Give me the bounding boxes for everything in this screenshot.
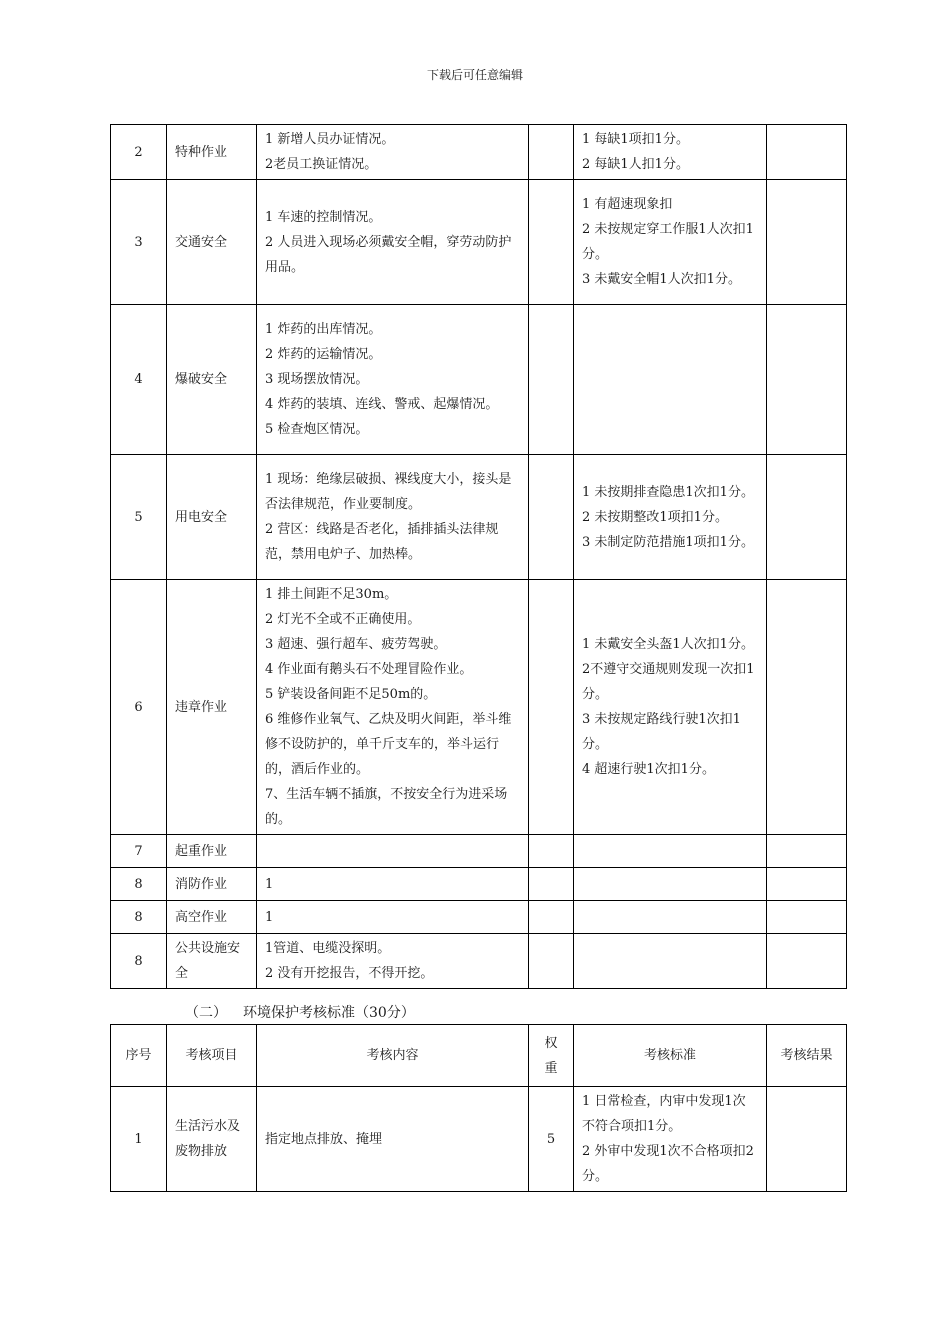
assessment-content — [257, 901, 529, 934]
assessment-standard — [574, 180, 767, 305]
assessment-content — [257, 934, 529, 989]
table-row — [111, 868, 847, 901]
assessment-content-line: 4 作业面有鹅头石不处理冒险作业。 — [265, 662, 473, 677]
assessment-content — [257, 868, 529, 901]
assessment-content-line: 5 铲装设备间距不足50m的。 — [265, 687, 437, 702]
assessment-standard — [574, 1087, 767, 1192]
assessment-item: 爆破安全 — [167, 305, 257, 455]
assessment-content — [257, 835, 529, 868]
assessment-standard — [574, 934, 767, 989]
table-row — [111, 1087, 847, 1192]
assessment-content-line: 3 超速、强行超车、疲劳驾驶。 — [265, 637, 447, 652]
assessment-result — [767, 934, 847, 989]
assessment-standard-line: 2不遵守交通规则发现一次扣1分。 — [582, 662, 755, 702]
assessment-content-line: 2老员工换证情况。 — [265, 157, 378, 172]
weight-value — [529, 835, 574, 868]
assessment-content-line: 2 炸药的运输情况。 — [265, 347, 382, 362]
row-number: 3 — [111, 180, 167, 305]
assessment-result — [767, 125, 847, 180]
assessment-content-line: 3 现场摆放情况。 — [265, 372, 369, 387]
assessment-content — [257, 455, 529, 580]
weight-value — [529, 934, 574, 989]
assessment-content-line: 2 灯光不全或不正确使用。 — [265, 612, 421, 627]
section-title — [185, 1002, 415, 1022]
assessment-content-line: 1 新增人员办证情况。 — [265, 132, 395, 147]
weight-value — [529, 125, 574, 180]
assessment-standard — [574, 868, 767, 901]
assessment-content-line: 2 没有开挖报告，不得开挖。 — [265, 966, 434, 981]
header-standard: 考核标准 — [574, 1025, 767, 1087]
assessment-content — [257, 305, 529, 455]
assessment-standard-line: 1 日常检查，内审中发现1次不符合项扣1分。 — [582, 1094, 746, 1134]
weight-value — [529, 901, 574, 934]
assessment-item: 生活污水及废物排放 — [167, 1087, 257, 1192]
assessment-standard-line: 3 未按规定路线行驶1次扣1分。 — [582, 712, 741, 752]
assessment-standard — [574, 901, 767, 934]
weight-value — [529, 580, 574, 835]
assessment-content-line: 1 排土间距不足30m。 — [265, 587, 398, 602]
assessment-item: 交通安全 — [167, 180, 257, 305]
assessment-result — [767, 835, 847, 868]
assessment-content-line: 5 检查炮区情况。 — [265, 422, 369, 437]
assessment-item: 高空作业 — [167, 901, 257, 934]
section-number: （二） — [185, 1005, 227, 1021]
assessment-content-line: 6 维修作业氧气、乙炔及明火间距，举斗维修不设防护的，单千斤支车的，举斗运行的，酒后作业的。 — [265, 712, 512, 777]
table-header-row — [111, 1025, 847, 1087]
table-row — [111, 180, 847, 305]
assessment-content-line: 2 营区：线路是否老化，插排插头法律规范，禁用电炉子、加热棒。 — [265, 522, 499, 562]
weight-value — [529, 305, 574, 455]
row-number: 2 — [111, 125, 167, 180]
assessment-content-line: 1管道、电缆没探明。 — [265, 941, 391, 956]
assessment-content-line: 1 车速的控制情况。 — [265, 209, 382, 225]
assessment-standard — [574, 455, 767, 580]
row-number: 8 — [111, 934, 167, 989]
header-content: 考核内容 — [257, 1025, 529, 1087]
assessment-content — [257, 125, 529, 180]
row-number: 5 — [111, 455, 167, 580]
assessment-standard-line: 3 未戴安全帽1人次扣1分。 — [582, 272, 741, 287]
assessment-standard — [574, 835, 767, 868]
row-number: 4 — [111, 305, 167, 455]
assessment-item: 违章作业 — [167, 580, 257, 835]
assessment-standard-line: 1 每缺1项扣1分。 — [582, 132, 689, 147]
table-row — [111, 125, 847, 180]
assessment-standard-line: 2 未按规定穿工作服1人次扣1分。 — [582, 222, 754, 262]
header-result: 考核结果 — [767, 1025, 847, 1087]
header-note: 下载后可任意编辑 — [426, 68, 523, 82]
assessment-standard — [574, 125, 767, 180]
row-number: 8 — [111, 868, 167, 901]
assessment-result — [767, 580, 847, 835]
row-number: 1 — [111, 1087, 167, 1192]
assessment-result — [767, 305, 847, 455]
assessment-content-line: 指定地点排放、掩埋 — [265, 1131, 383, 1147]
weight-value — [529, 455, 574, 580]
assessment-content-line: 7、生活车辆不插旗，不按安全行为进采场的。 — [265, 787, 508, 827]
assessment-item: 特种作业 — [167, 125, 257, 180]
assessment-standard-line: 1 有超速现象扣 — [582, 197, 673, 212]
assessment-content — [257, 1087, 529, 1192]
assessment-result — [767, 455, 847, 580]
section-heading: 环境保护考核标准（30分） — [243, 1005, 415, 1021]
table-row — [111, 455, 847, 580]
assessment-result — [767, 1087, 847, 1192]
weight-value — [529, 868, 574, 901]
assessment-standard — [574, 305, 767, 455]
table-row — [111, 934, 847, 989]
assessment-result — [767, 901, 847, 934]
environment-assessment-table — [110, 1024, 847, 1192]
header-weight: 权 重 — [529, 1025, 574, 1087]
assessment-standard-line: 3 未制定防范措施1项扣1分。 — [582, 534, 754, 550]
weight-value — [529, 180, 574, 305]
table-row — [111, 305, 847, 455]
assessment-result — [767, 180, 847, 305]
assessment-content-line: 1 现场：绝缘层破损、裸线度大小，接头是否法律规范，作业要制度。 — [265, 472, 512, 512]
assessment-standard-line: 2 未按期整改1项扣1分。 — [582, 509, 728, 525]
assessment-standard-line: 1 未戴安全头盔1人次扣1分。 — [582, 637, 754, 652]
weight-value: 5 — [529, 1087, 574, 1192]
assessment-content — [257, 180, 529, 305]
table-row — [111, 901, 847, 934]
assessment-content-line: 1 炸药的出库情况。 — [265, 322, 382, 337]
header-no: 序号 — [111, 1025, 167, 1087]
assessment-item: 用电安全 — [167, 455, 257, 580]
header-item: 考核项目 — [167, 1025, 257, 1087]
row-number: 7 — [111, 835, 167, 868]
assessment-standard-line: 1 未按期排查隐患1次扣1分。 — [582, 484, 754, 500]
assessment-content — [257, 580, 529, 835]
assessment-result — [767, 868, 847, 901]
assessment-item: 公共设施安全 — [167, 934, 257, 989]
assessment-content-line: 2 人员进入现场必须戴安全帽，穿劳动防护用品。 — [265, 234, 512, 275]
table-row — [111, 580, 847, 835]
assessment-item: 消防作业 — [167, 868, 257, 901]
row-number: 6 — [111, 580, 167, 835]
safety-assessment-table — [110, 124, 847, 989]
assessment-standard-line: 4 超速行驶1次扣1分。 — [582, 762, 715, 777]
assessment-standard-line: 2 每缺1人扣1分。 — [582, 157, 689, 172]
assessment-standard-line: 2 外审中发现1次不合格项扣2分。 — [582, 1144, 754, 1184]
assessment-content-line: 1 — [265, 909, 274, 925]
table-row — [111, 835, 847, 868]
assessment-content-line: 4 炸药的装填、连线、警戒、起爆情况。 — [265, 397, 499, 412]
assessment-item: 起重作业 — [167, 835, 257, 868]
row-number: 8 — [111, 901, 167, 934]
assessment-content-line: 1 — [265, 876, 274, 892]
assessment-standard — [574, 580, 767, 835]
